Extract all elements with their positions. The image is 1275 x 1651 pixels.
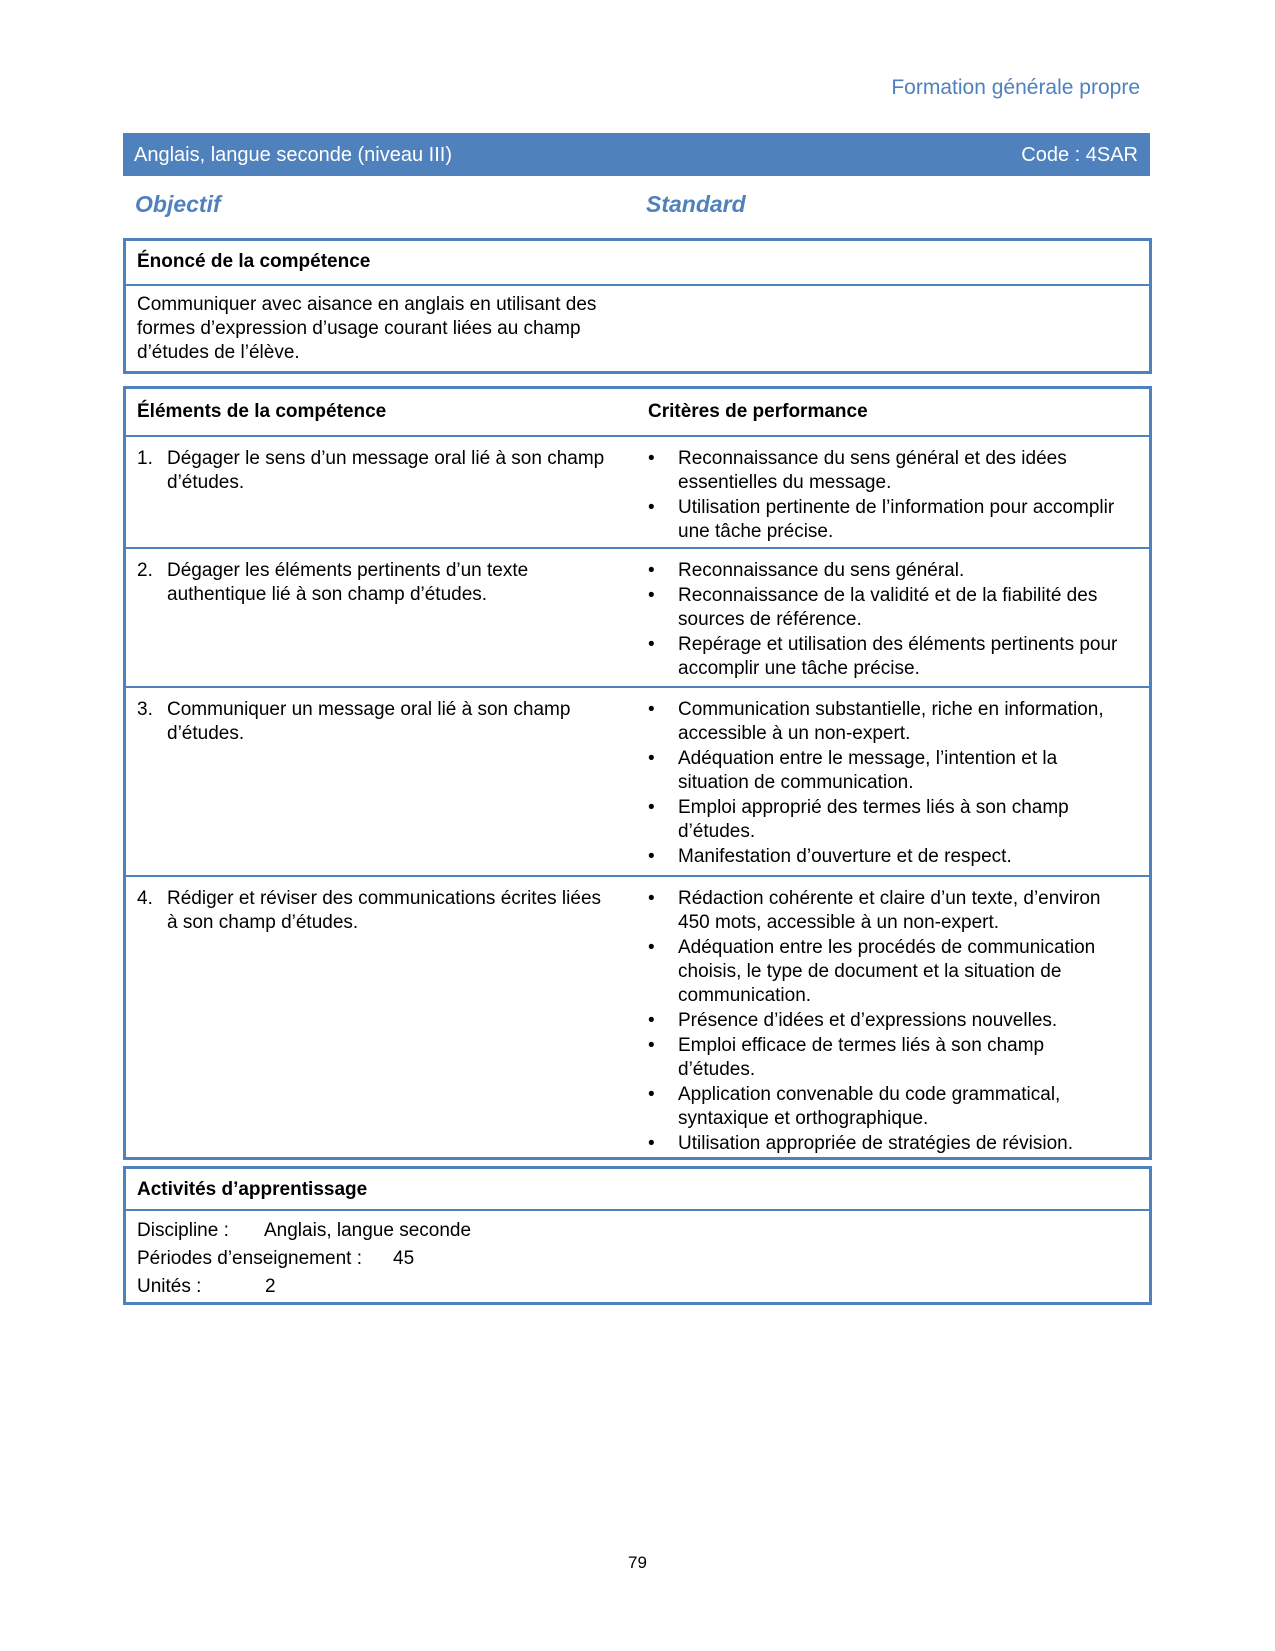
- element-statement: [137, 698, 607, 746]
- criterion-text: Repérage et utilisation des éléments pertinents pour accomplir une tâche précise.: [678, 634, 1118, 679]
- criterion-item: [648, 936, 1118, 1008]
- bullet-icon: •: [648, 937, 655, 958]
- page-number: 79: [628, 1553, 647, 1572]
- criterion-text: Application convenable du code grammatical, syntaxique et orthographique.: [678, 1084, 1061, 1129]
- bullet-icon: •: [648, 585, 655, 606]
- course-code: Code : 4SAR: [1021, 144, 1138, 166]
- criterion-text: Adéquation entre le message, l’intention et la situation de communication.: [678, 748, 1058, 793]
- element-number: 3.: [137, 699, 153, 720]
- criteria-heading: Critères de performance: [648, 401, 868, 422]
- periodes-line: [137, 1245, 1149, 1273]
- criterion-text: Manifestation d’ouverture et de respect.: [678, 846, 1012, 867]
- criteria-list: [648, 698, 1118, 870]
- criterion-item: [648, 633, 1118, 681]
- enonce-section: [123, 238, 1152, 374]
- bullet-icon: •: [648, 888, 655, 909]
- criterion-item: [648, 447, 1118, 495]
- unites-line: [137, 1273, 1149, 1301]
- bullet-icon: •: [648, 846, 655, 867]
- criterion-item: [648, 1009, 1118, 1033]
- bullet-icon: •: [648, 448, 655, 469]
- bullet-icon: •: [648, 1010, 655, 1031]
- bullet-icon: •: [648, 634, 655, 655]
- objectif-heading: Objectif: [135, 191, 221, 217]
- column-headings: [123, 191, 1150, 223]
- criterion-text: Utilisation appropriée de stratégies de révision.: [678, 1133, 1073, 1154]
- bullet-icon: •: [648, 1133, 655, 1154]
- criterion-text: Reconnaissance de la validité et de la fiabilité des sources de référence.: [678, 585, 1098, 630]
- discipline-line: [137, 1217, 1149, 1245]
- bullet-icon: •: [648, 1035, 655, 1056]
- criterion-text: Communication substantielle, riche en information, accessible à un non-expert.: [678, 699, 1104, 744]
- course-header-bar: [123, 133, 1150, 176]
- element-number: 4.: [137, 888, 153, 909]
- activites-title: Activités d’apprentissage: [126, 1169, 1149, 1211]
- criterion-text: Reconnaissance du sens général et des idées essentielles du message.: [678, 448, 1067, 493]
- elements-heading: Éléments de la compétence: [137, 401, 387, 422]
- activites-section: [123, 1166, 1152, 1305]
- criterion-text: Emploi efficace de termes liés à son champ d’études.: [678, 1035, 1045, 1080]
- criterion-item: [648, 1034, 1118, 1082]
- criterion-text: Emploi approprié des termes liés à son champ d’études.: [678, 797, 1069, 842]
- criterion-item: [648, 1083, 1118, 1131]
- element-row: [126, 877, 1149, 1164]
- criterion-text: Adéquation entre les procédés de communication choisis, le type de document et la situation de communication.: [678, 937, 1096, 1006]
- criterion-item: [648, 796, 1118, 844]
- element-statement: [137, 559, 607, 607]
- unites-label: Unités :: [137, 1276, 202, 1297]
- element-text: Dégager le sens d’un message oral lié à son champ d’études.: [167, 448, 605, 493]
- activites-details: [126, 1211, 1149, 1301]
- element-text: Communiquer un message oral lié à son champ d’études.: [167, 699, 571, 744]
- criterion-text: Utilisation pertinente de l’information pour accomplir une tâche précise.: [678, 497, 1115, 542]
- criterion-item: [648, 496, 1118, 544]
- element-number: 2.: [137, 560, 153, 581]
- criteria-list: [648, 559, 1118, 682]
- standard-heading: Standard: [646, 191, 746, 217]
- criteria-list: [648, 447, 1118, 545]
- bullet-icon: •: [648, 1084, 655, 1105]
- criterion-text: Présence d’idées et d’expressions nouvelles.: [678, 1010, 1058, 1031]
- course-name: Anglais, langue seconde (niveau III): [134, 144, 452, 166]
- enonce-title: Énoncé de la compétence: [126, 241, 1149, 286]
- element-row: [126, 688, 1149, 877]
- periodes-value: 45: [393, 1248, 415, 1269]
- criterion-item: [648, 887, 1118, 935]
- element-text: Dégager les éléments pertinents d’un texte authentique lié à son champ d’études.: [167, 560, 529, 605]
- periodes-label: Périodes d’enseignement :: [137, 1248, 362, 1269]
- bullet-icon: •: [648, 560, 655, 581]
- criterion-item: [648, 747, 1118, 795]
- bullet-icon: •: [648, 748, 655, 769]
- elements-header: [126, 389, 1149, 437]
- program-label: Formation générale propre: [891, 76, 1140, 99]
- criterion-text: Reconnaissance du sens général.: [678, 560, 965, 581]
- element-statement: [137, 887, 607, 935]
- element-statement: [137, 447, 607, 495]
- criterion-item: [648, 1132, 1118, 1156]
- bullet-icon: •: [648, 797, 655, 818]
- criterion-item: [648, 559, 1118, 583]
- element-row: [126, 549, 1149, 688]
- unites-value: 2: [265, 1276, 276, 1297]
- criterion-text: Rédaction cohérente et claire d’un texte, d’environ 450 mots, accessible à un non-expert.: [678, 888, 1101, 933]
- element-row: [126, 437, 1149, 549]
- enonce-text: Communiquer avec aisance en anglais en utilisant des formes d’expression d’usage courant liées au champ d’études de l’élève.: [137, 294, 597, 363]
- discipline-label: Discipline :: [137, 1220, 229, 1241]
- criterion-item: [648, 584, 1118, 632]
- element-number: 1.: [137, 448, 153, 469]
- criteria-list: [648, 887, 1118, 1157]
- bullet-icon: •: [648, 497, 655, 518]
- discipline-value: Anglais, langue seconde: [264, 1220, 472, 1241]
- criterion-item: [648, 698, 1118, 746]
- elements-rows: [126, 437, 1149, 1164]
- criterion-item: [648, 845, 1118, 869]
- element-text: Rédiger et réviser des communications écrites liées à son champ d’études.: [167, 888, 602, 933]
- elements-section: [123, 386, 1152, 1160]
- bullet-icon: •: [648, 699, 655, 720]
